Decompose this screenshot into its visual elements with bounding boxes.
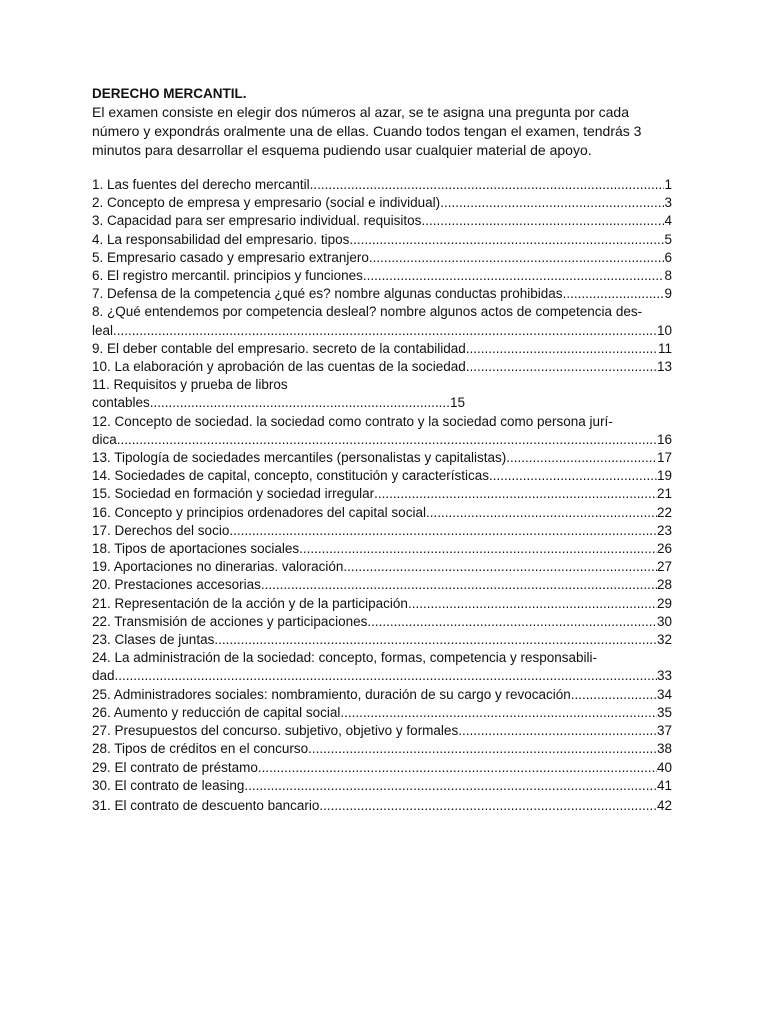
toc-page-number: 19 xyxy=(656,468,672,484)
toc-label: dica xyxy=(92,431,117,447)
toc-page-number: 28 xyxy=(656,577,672,593)
toc-label: 18. Tipos de aportaciones sociales xyxy=(92,541,300,557)
toc-item xyxy=(92,303,672,339)
toc-item xyxy=(92,759,672,777)
toc-label: 7. Defensa de la competencia ¿qué es? nombre algunas conductas prohibidas xyxy=(92,286,563,302)
toc-label: 15. Sociedad en formación y sociedad irregular xyxy=(92,486,375,502)
toc-label: contables xyxy=(92,395,150,411)
table-of-contents xyxy=(92,176,672,815)
toc-page-number: 21 xyxy=(656,486,672,502)
toc-page-number: 15 xyxy=(449,395,465,411)
toc-page-number: 23 xyxy=(656,522,672,538)
toc-label: 25. Administradores sociales: nombramiento, duración de su cargo y revocación xyxy=(92,686,571,702)
toc-page-number: 6 xyxy=(664,249,672,265)
toc-item xyxy=(92,485,672,503)
toc-item xyxy=(92,231,672,249)
toc-item xyxy=(92,576,672,594)
toc-item xyxy=(92,449,672,467)
toc-item xyxy=(92,540,672,558)
toc-item xyxy=(92,595,672,613)
toc-page-number: 4 xyxy=(664,213,672,229)
toc-item xyxy=(92,649,672,685)
toc-label: 9. El deber contable del empresario. secreto de la contabilidad xyxy=(92,340,466,356)
toc-label: 28. Tipos de créditos en el concurso xyxy=(92,741,309,757)
toc-item xyxy=(92,249,672,267)
toc-label: 17. Derechos del socio xyxy=(92,522,230,538)
toc-item xyxy=(92,504,672,522)
toc-page-number: 30 xyxy=(656,613,672,629)
toc-label: 22. Transmisión de acciones y participaciones xyxy=(92,613,368,629)
toc-page-number: 35 xyxy=(656,704,672,720)
toc-item xyxy=(92,722,672,740)
toc-page-number: 22 xyxy=(656,504,672,520)
toc-label: 21. Representación de la acción y de la participación xyxy=(92,595,408,611)
toc-item xyxy=(92,522,672,540)
toc-label: 10. La elaboración y aprobación de las cuentas de la sociedad xyxy=(92,359,466,375)
toc-label-first-line: 8. ¿Qué entendemos por competencia desleal? nombre algunos actos de competencia des- xyxy=(92,304,643,320)
toc-item xyxy=(92,285,672,303)
toc-label: 30. El contrato de leasing xyxy=(92,777,245,793)
toc-item xyxy=(92,267,672,285)
toc-page-number: 32 xyxy=(656,632,672,648)
toc-page-number: 37 xyxy=(656,723,672,739)
toc-label-first-line: 12. Concepto de sociedad. la sociedad como contrato y la sociedad como persona jurí- xyxy=(92,413,613,429)
toc-item xyxy=(92,797,672,815)
toc-item xyxy=(92,740,672,758)
toc-page-number: 8 xyxy=(664,268,672,284)
toc-label: 4. La responsabilidad del empresario. tipos xyxy=(92,231,350,247)
toc-label: 14. Sociedades de capital, concepto, constitución y características xyxy=(92,468,489,484)
toc-page-number: 27 xyxy=(656,559,672,575)
toc-label: leal xyxy=(92,322,114,338)
toc-item xyxy=(92,631,672,649)
toc-label: 2. Concepto de empresa y empresario (social e individual) xyxy=(92,195,441,211)
toc-label: 1. Las fuentes del derecho mercantil xyxy=(92,177,310,192)
toc-item xyxy=(92,704,672,722)
toc-label: 31. El contrato de descuento bancario xyxy=(92,797,320,813)
toc-item xyxy=(92,686,672,704)
toc-item xyxy=(92,176,672,194)
toc-label: 6. El registro mercantil. principios y funciones xyxy=(92,268,363,284)
toc-page-number: 11 xyxy=(657,340,672,356)
toc-item xyxy=(92,413,672,449)
toc-item xyxy=(92,467,672,485)
toc-page-number: 41 xyxy=(656,777,672,793)
document-intro: El examen consiste en elegir dos números al azar, se te asigna una pregunta por cada número y expondrás oralmente una de ellas. Cuando todos tengan el examen, tendrás 3 minutos para desarrollar el esquema pudiendo usar cualquier material de apoyo. xyxy=(92,104,642,158)
toc-label: 23. Clases de juntas xyxy=(92,632,215,648)
document-page xyxy=(92,84,672,815)
toc-label: 5. Empresario casado y empresario extranjero xyxy=(92,249,369,265)
toc-page-number: 29 xyxy=(656,595,672,611)
toc-label: 29. El contrato de préstamo xyxy=(92,759,258,775)
toc-label: 26. Aumento y reducción de capital social xyxy=(92,704,341,720)
toc-item xyxy=(92,212,672,230)
toc-item xyxy=(92,194,672,212)
toc-page-number: 26 xyxy=(656,541,672,557)
toc-label: dad xyxy=(92,668,115,684)
toc-label: 27. Presupuestos del concurso. subjetivo, objetivo y formales xyxy=(92,723,459,739)
toc-page-number: 3 xyxy=(664,195,672,211)
toc-item xyxy=(92,376,672,412)
toc-item xyxy=(92,777,672,795)
toc-page-number: 40 xyxy=(656,759,672,775)
toc-page-number: 17 xyxy=(656,450,672,466)
toc-page-number: 42 xyxy=(656,797,672,813)
toc-item xyxy=(92,558,672,576)
toc-item xyxy=(92,340,672,358)
toc-label-first-line: 24. La administración de la sociedad: concepto, formas, competencia y responsabili- xyxy=(92,650,598,666)
toc-page-number: 34 xyxy=(656,686,672,702)
toc-page-number: 10 xyxy=(656,322,672,338)
toc-page-number: 5 xyxy=(664,231,672,247)
toc-page-number: 33 xyxy=(656,668,672,684)
toc-item xyxy=(92,613,672,631)
toc-label-first-line: 11. Requisitos y prueba de libros xyxy=(92,377,288,393)
toc-page-number: 38 xyxy=(656,741,672,757)
toc-label: 3. Capacidad para ser empresario individual. requisitos xyxy=(92,213,422,229)
toc-label: 16. Concepto y principios ordenadores del capital social xyxy=(92,504,426,520)
document-title: DERECHO MERCANTIL. xyxy=(92,86,247,101)
toc-page-number: 1 xyxy=(664,177,672,192)
toc-page-number: 9 xyxy=(664,286,672,302)
toc-label: 20. Prestaciones accesorias xyxy=(92,577,261,593)
toc-label: 13. Tipología de sociedades mercantiles (personalistas y capitalistas) xyxy=(92,450,507,466)
toc-label: 19. Aportaciones no dinerarias. valoración xyxy=(92,559,344,575)
toc-item xyxy=(92,358,672,376)
toc-page-number: 13 xyxy=(656,359,672,375)
toc-page-number: 16 xyxy=(656,431,672,447)
